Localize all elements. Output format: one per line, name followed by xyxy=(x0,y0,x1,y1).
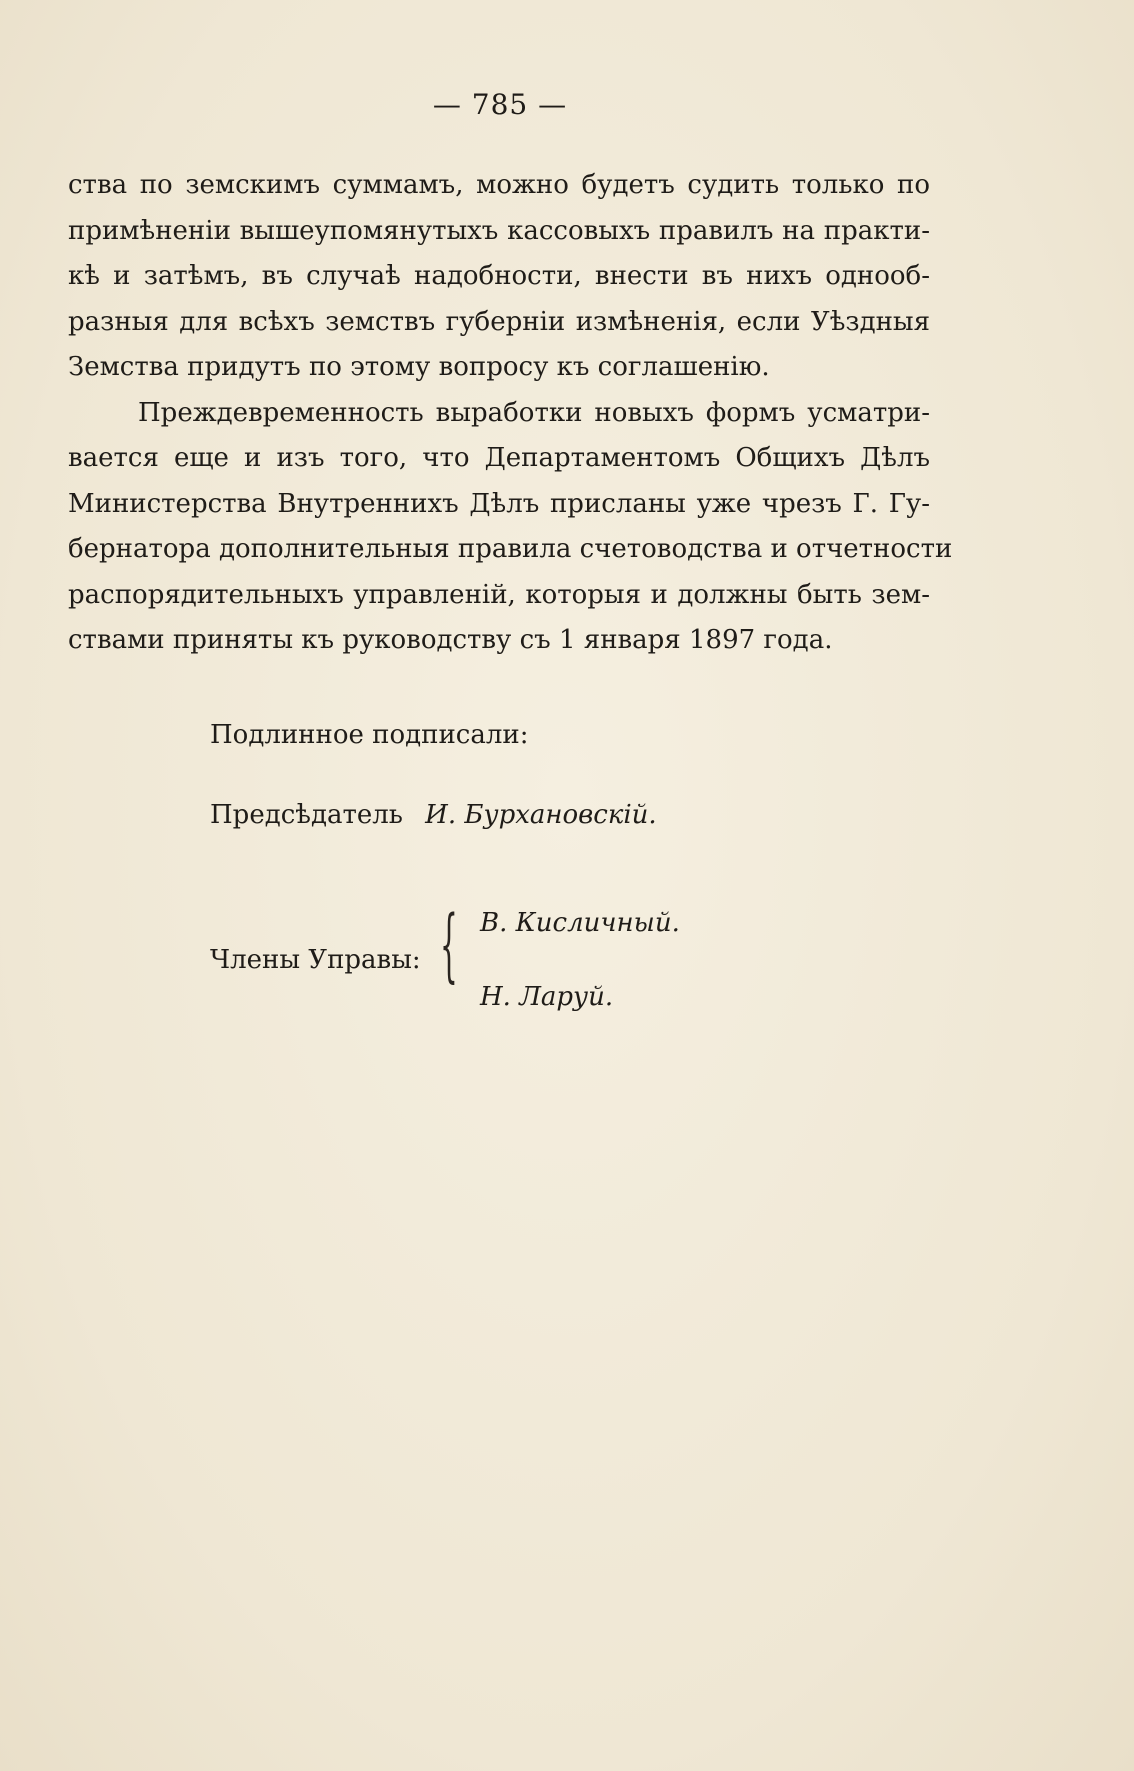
text-line: Земства придутъ по этому вопросу къ соглашенію. xyxy=(68,352,770,382)
text-line: ства по земскимъ суммамъ, можно будетъ судить только по xyxy=(68,170,930,200)
text-line: распорядительныхъ управленій, которыя и должны быть зем- xyxy=(68,579,930,610)
signature-intro: Подлинное подписали: xyxy=(210,720,529,750)
text-line: бернатора дополнительныя правила счетоводства и отчетности xyxy=(68,534,953,564)
text-line: разныя для всѣхъ земствъ губерніи измѣненія, если Уѣздныя xyxy=(68,306,930,337)
text-line: Министерства Внутреннихъ Дѣлъ присланы уже чрезъ Г. Гу- xyxy=(68,488,930,519)
chairman-title: Предсѣдатель xyxy=(210,800,403,830)
chairman-line xyxy=(210,800,657,830)
chairman-name: И. Бурхановскій. xyxy=(425,800,657,830)
text-line: примѣненіи вышеупомянутыхъ кассовыхъ правилъ на практи- xyxy=(68,215,930,246)
members-label: Члены Управы: xyxy=(210,945,421,975)
text-line: кѣ и затѣмъ, въ случаѣ надобности, внести въ нихъ однооб- xyxy=(68,261,930,291)
member-name: В. Кисличный. xyxy=(480,908,680,938)
member-name: Н. Ларуй. xyxy=(480,982,614,1012)
text-line: вается еще и изъ того, что Департаментомъ Общихъ Дѣлъ xyxy=(68,443,930,473)
text-line: ствами приняты къ руководству съ 1 января 1897 года. xyxy=(68,625,833,655)
text-line: Преждевременность выработки новыхъ формъ усматри- xyxy=(138,397,930,428)
brace-glyph: { xyxy=(440,898,458,991)
page-number: — 785 — xyxy=(432,88,568,121)
body-text xyxy=(68,163,953,664)
